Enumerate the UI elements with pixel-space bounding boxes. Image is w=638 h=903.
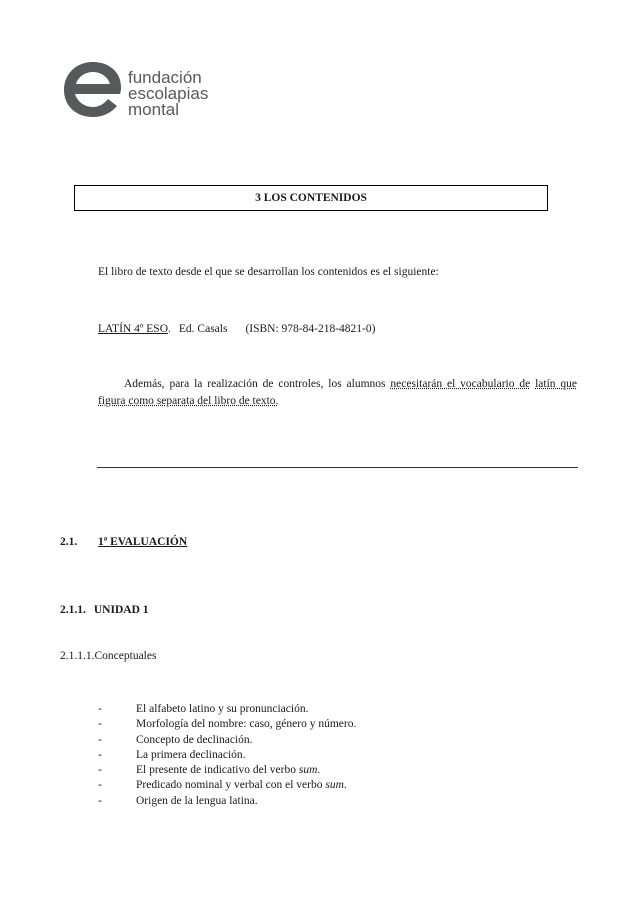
book-publisher: Ed. Casals <box>178 323 228 335</box>
list-dash: - <box>98 718 102 731</box>
list-item-emphasis: sum <box>298 764 318 777</box>
heading-1-number: 2.1. <box>60 536 78 548</box>
list-item-text: Origen de la lengua latina. <box>136 794 258 807</box>
list-item <box>98 748 356 763</box>
content-list <box>98 702 356 809</box>
list-dash: - <box>98 794 102 807</box>
list-item <box>98 763 356 778</box>
list-item <box>98 702 356 717</box>
list-item-text: La primera declinación. <box>136 748 246 761</box>
list-item-emphasis: sum <box>325 779 344 792</box>
list-item-text: Morfología del nombre: caso, género y número. <box>136 718 357 731</box>
list-dash: - <box>98 703 102 715</box>
note-lead: Además, para la realización de controles, los alumnos <box>124 378 391 390</box>
book-reference <box>98 321 375 338</box>
section-title: 3 LOS CONTENIDOS <box>74 185 548 211</box>
heading-3: 2.1.1.1.Conceptuales <box>60 650 157 662</box>
heading-2 <box>60 604 149 616</box>
list-item <box>98 733 356 748</box>
list-dash: - <box>98 733 102 746</box>
list-item <box>98 794 356 809</box>
heading-1-text: 1ª EVALUACIÓN <box>98 536 188 548</box>
list-item <box>98 778 356 793</box>
list-item-end: . <box>343 779 347 792</box>
divider-line <box>97 467 578 468</box>
heading-2-text: UNIDAD 1 <box>93 604 149 616</box>
list-dash: - <box>98 764 102 777</box>
list-dash: - <box>98 779 102 792</box>
note-dotted-1: necesitarán el vocabulario de <box>390 378 531 390</box>
list-item-text: Concepto de declinación. <box>136 733 253 746</box>
book-isbn: (ISBN: 978-84-218-4821-0) <box>245 323 376 335</box>
book-title-period: . <box>168 323 171 335</box>
list-item-text: El presente de indicativo del verbo <box>136 764 299 777</box>
intro-paragraph: El libro de texto desde el que se desarrollan los contenidos es el siguiente: <box>98 266 439 278</box>
list-item-end: . <box>317 764 321 777</box>
logo-e-icon <box>60 58 124 120</box>
logo-wordmark <box>128 70 208 118</box>
logo-line-1: fundación <box>128 68 202 87</box>
list-dash: - <box>98 748 102 761</box>
logo-line-2: escolapias <box>128 84 209 103</box>
heading-2-number: 2.1.1. <box>60 604 86 616</box>
list-item <box>98 717 356 732</box>
list-item-text: El alfabeto latino y su pronunciación. <box>136 703 309 715</box>
vocabulary-note <box>98 376 577 410</box>
list-item-text: Predicado nominal y verbal con el verbo <box>136 779 326 792</box>
book-title: LATÍN 4º ESO <box>98 323 169 335</box>
logo-line-3: montal <box>128 100 180 119</box>
note-dotted-2: latín que figura como separata del libro de texto. <box>98 378 578 407</box>
